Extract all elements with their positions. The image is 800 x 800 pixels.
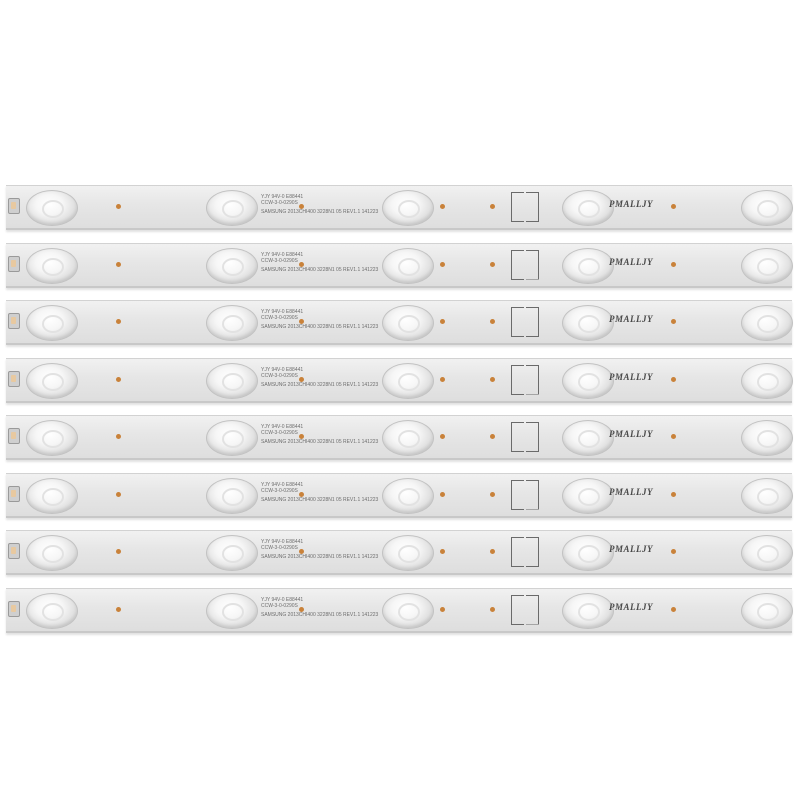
- connector-icon: [8, 543, 20, 559]
- led-lens-icon: [206, 248, 258, 284]
- led-strip: [6, 185, 792, 230]
- solder-point-icon: [440, 319, 445, 324]
- solder-point-icon: [490, 549, 495, 554]
- solder-point-icon: [116, 377, 121, 382]
- led-lens-icon: [26, 535, 78, 571]
- cutout-marker-icon: [511, 595, 524, 625]
- led-lens-icon: [206, 305, 258, 341]
- solder-point-icon: [671, 434, 676, 439]
- pcb-print-text: CCW-3-0-0290S: [261, 602, 298, 609]
- cutout-marker-icon: [511, 250, 524, 280]
- led-lens-icon: [382, 190, 434, 226]
- brand-mark: PMALLJY: [609, 601, 653, 612]
- solder-point-icon: [671, 377, 676, 382]
- solder-point-icon: [440, 434, 445, 439]
- led-lens-icon: [206, 535, 258, 571]
- solder-point-icon: [671, 262, 676, 267]
- connector-icon: [8, 486, 20, 502]
- solder-point-icon: [116, 549, 121, 554]
- cutout-marker-icon: [511, 192, 524, 222]
- brand-mark: PMALLJY: [609, 371, 653, 382]
- solder-point-icon: [671, 319, 676, 324]
- pcb-print-text: CCW-3-0-0290S: [261, 372, 298, 379]
- led-lens-icon: [741, 420, 793, 456]
- solder-point-icon: [671, 492, 676, 497]
- cutout-marker-icon: [526, 595, 539, 625]
- connector-icon: [8, 371, 20, 387]
- cutout-marker-icon: [511, 537, 524, 567]
- pcb-print-text: YJY 94V-0 E88441: [261, 424, 304, 430]
- led-lens-icon: [26, 248, 78, 284]
- solder-point-icon: [440, 549, 445, 554]
- solder-point-icon: [671, 549, 676, 554]
- led-strip: [6, 243, 792, 288]
- brand-mark: PMALLJY: [609, 314, 653, 324]
- solder-point-icon: [490, 492, 495, 497]
- cutout-marker-icon: [511, 422, 524, 452]
- led-lens-icon: [206, 478, 258, 514]
- pcb-print-text: SAMSUNG 2013CHI400 3228N1 05 REV1.1 141223: [261, 324, 379, 330]
- connector-icon: [8, 313, 20, 329]
- led-lens-icon: [382, 593, 434, 629]
- pcb-print-text: SAMSUNG 2013CHI400 3228N1 05 REV1.1 141223: [261, 381, 379, 388]
- solder-point-icon: [116, 262, 121, 267]
- cutout-marker-icon: [511, 480, 524, 510]
- pcb-print-text: SAMSUNG 2013CHI400 3228N1 05 REV1.1 141223: [261, 209, 379, 215]
- led-lens-icon: [206, 363, 258, 399]
- connector-icon: [8, 198, 20, 214]
- led-strip: [6, 588, 792, 633]
- led-lens-icon: [562, 535, 614, 571]
- cutout-marker-icon: [511, 307, 524, 337]
- connector-icon: [8, 428, 20, 444]
- pcb-print-text: YJY 94V-0 E88441: [261, 596, 304, 603]
- solder-point-icon: [490, 434, 495, 439]
- led-strip: [6, 415, 792, 460]
- solder-point-icon: [490, 319, 495, 324]
- led-lens-icon: [382, 248, 434, 284]
- led-strip: [6, 300, 792, 345]
- solder-point-icon: [671, 204, 676, 209]
- pcb-print-text: YJY 94V-0 E88441: [261, 251, 304, 258]
- led-strip: [6, 358, 792, 403]
- cutout-marker-icon: [526, 250, 539, 280]
- brand-mark: PMALLJY: [609, 256, 653, 267]
- pcb-print-text: CCW-3-0-0290S: [261, 257, 298, 264]
- led-lens-icon: [382, 305, 434, 341]
- led-lens-icon: [562, 248, 614, 284]
- solder-point-icon: [116, 434, 121, 439]
- solder-point-icon: [116, 492, 121, 497]
- pcb-print-text: CCW-3-0-0290S: [261, 315, 298, 321]
- brand-mark: PMALLJY: [609, 544, 653, 554]
- solder-point-icon: [490, 607, 495, 612]
- solder-point-icon: [440, 607, 445, 612]
- led-lens-icon: [562, 478, 614, 514]
- led-lens-icon: [26, 420, 78, 456]
- brand-mark: PMALLJY: [609, 486, 653, 497]
- led-lens-icon: [741, 593, 793, 629]
- pcb-print-text: YJY 94V-0 E88441: [261, 481, 304, 488]
- pcb-print-text: CCW-3-0-0290S: [261, 545, 298, 551]
- led-lens-icon: [206, 593, 258, 629]
- solder-point-icon: [440, 204, 445, 209]
- led-lens-icon: [562, 420, 614, 456]
- led-lens-icon: [206, 420, 258, 456]
- cutout-marker-icon: [526, 192, 539, 222]
- solder-point-icon: [116, 204, 121, 209]
- cutout-marker-icon: [526, 422, 539, 452]
- pcb-print-text: SAMSUNG 2013CHI400 3228N1 05 REV1.1 141223: [261, 611, 379, 618]
- led-strip: [6, 473, 792, 518]
- pcb-print-text: CCW-3-0-0290S: [261, 487, 298, 494]
- led-lens-icon: [26, 593, 78, 629]
- led-lens-icon: [741, 478, 793, 514]
- led-lens-icon: [562, 363, 614, 399]
- pcb-print-text: YJY 94V-0 E88441: [261, 309, 304, 315]
- cutout-marker-icon: [511, 365, 524, 395]
- pcb-print-text: SAMSUNG 2013CHI400 3228N1 05 REV1.1 141223: [261, 266, 379, 273]
- cutout-marker-icon: [526, 365, 539, 395]
- led-lens-icon: [26, 305, 78, 341]
- led-lens-icon: [741, 305, 793, 341]
- connector-icon: [8, 256, 20, 272]
- brand-mark: PMALLJY: [609, 199, 653, 209]
- solder-point-icon: [440, 492, 445, 497]
- led-lens-icon: [206, 190, 258, 226]
- solder-point-icon: [671, 607, 676, 612]
- led-lens-icon: [382, 478, 434, 514]
- brand-mark: PMALLJY: [609, 429, 653, 439]
- solder-point-icon: [490, 204, 495, 209]
- solder-point-icon: [116, 319, 121, 324]
- led-lens-icon: [562, 593, 614, 629]
- led-lens-icon: [562, 305, 614, 341]
- led-lens-icon: [382, 420, 434, 456]
- solder-point-icon: [440, 262, 445, 267]
- led-lens-icon: [382, 363, 434, 399]
- led-lens-icon: [741, 535, 793, 571]
- cutout-marker-icon: [526, 537, 539, 567]
- led-lens-icon: [382, 535, 434, 571]
- led-lens-icon: [741, 363, 793, 399]
- cutout-marker-icon: [526, 480, 539, 510]
- solder-point-icon: [116, 607, 121, 612]
- pcb-print-text: YJY 94V-0 E88441: [261, 366, 304, 373]
- led-lens-icon: [26, 190, 78, 226]
- pcb-print-text: SAMSUNG 2013CHI400 3228N1 05 REV1.1 141223: [261, 554, 379, 560]
- solder-point-icon: [490, 377, 495, 382]
- led-lens-icon: [26, 478, 78, 514]
- pcb-print-text: CCW-3-0-0290S: [261, 200, 298, 206]
- pcb-print-text: SAMSUNG 2013CHI400 3228N1 05 REV1.1 141223: [261, 439, 379, 445]
- led-lens-icon: [26, 363, 78, 399]
- led-lens-icon: [741, 248, 793, 284]
- pcb-print-text: YJY 94V-0 E88441: [261, 194, 304, 200]
- cutout-marker-icon: [526, 307, 539, 337]
- solder-point-icon: [490, 262, 495, 267]
- pcb-print-text: CCW-3-0-0290S: [261, 430, 298, 436]
- solder-point-icon: [440, 377, 445, 382]
- led-lens-icon: [741, 190, 793, 226]
- pcb-print-text: SAMSUNG 2013CHI400 3228N1 05 REV1.1 141223: [261, 496, 379, 503]
- connector-icon: [8, 601, 20, 617]
- led-lens-icon: [562, 190, 614, 226]
- pcb-print-text: YJY 94V-0 E88441: [261, 539, 304, 545]
- led-strip: [6, 530, 792, 575]
